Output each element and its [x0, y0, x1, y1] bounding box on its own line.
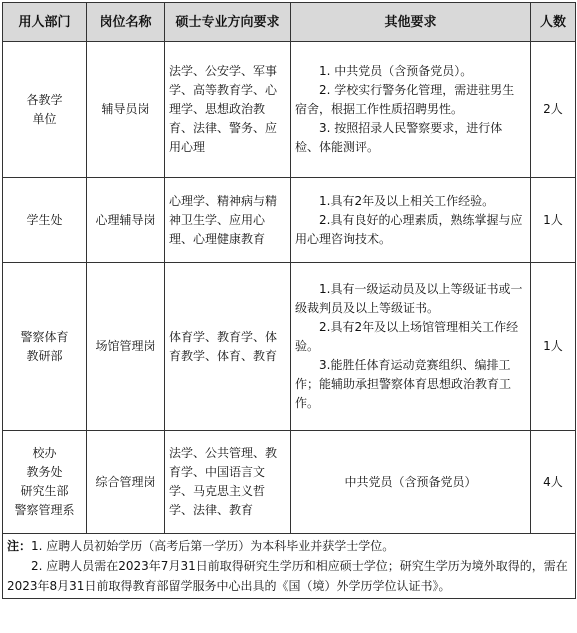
recruitment-table	[2, 2, 576, 599]
department-cell	[3, 42, 87, 178]
requirements-cell	[291, 263, 531, 431]
notes-cell	[3, 534, 576, 599]
department-cell	[3, 178, 87, 263]
requirement-item: 1.具有2年及以上相关工作经验。	[319, 193, 495, 208]
header-major: 硕士专业方向要求	[165, 3, 291, 42]
table-row	[3, 178, 576, 263]
department-line: 研究生部	[20, 484, 69, 498]
department-line: 校办	[32, 446, 57, 460]
requirement-item: 1. 中共党员（含预备党员）。	[319, 64, 473, 78]
requirements-cell	[291, 42, 531, 178]
department-line: 单位	[32, 111, 57, 126]
position-cell: 心理辅导岗	[87, 178, 165, 263]
note-text-2: 2. 应聘人员需在2023年7月31日前取得研究生学历和相应硕士学位；研究生学历为境外取得的，需在2023年8月31日前取得教育部留学服务中心出具的《国（境）外学历学位认证书》。	[7, 559, 568, 593]
count-cell: 1人	[531, 263, 576, 431]
requirements-cell: 中共党员（含预备党员）	[291, 431, 531, 534]
notes-row	[3, 534, 576, 599]
note-text-1: 1. 应聘人员初始学历（高考后第一学历）为本科毕业并获学士学位。	[31, 539, 395, 553]
major-cell: 心理学、精神病与精神卫生学、应用心理、心理健康教育	[165, 178, 291, 263]
table-header-row	[3, 3, 576, 42]
requirement-item: 2. 学校实行警务化管理，需进驻男生宿舍，根据工作性质招聘男性。	[295, 83, 515, 116]
header-requirements: 其他要求	[291, 3, 531, 42]
header-department: 用人部门	[3, 3, 87, 42]
department-line: 教务处	[26, 465, 63, 479]
position-cell: 综合管理岗	[87, 431, 165, 534]
table-row	[3, 263, 576, 431]
note-first	[7, 536, 571, 556]
table-row	[3, 431, 576, 534]
department-cell	[3, 263, 87, 431]
requirements-cell	[291, 178, 531, 263]
department-line: 各教学	[26, 92, 63, 107]
major-cell: 法学、公共管理、教育学、中国语言文学、马克思主义哲学、法律、教育	[165, 431, 291, 534]
count-cell: 4人	[531, 431, 576, 534]
department-cell	[3, 431, 87, 534]
department-line: 警察体育	[20, 329, 69, 344]
requirement-item: 1.具有一级运动员及以上等级证书或一级裁判员及以上等级证书。	[295, 282, 523, 315]
position-cell: 场馆管理岗	[87, 263, 165, 431]
header-position: 岗位名称	[87, 3, 165, 42]
department-line: 学生处	[26, 212, 63, 227]
table-row	[3, 42, 576, 178]
requirement-item: 2.具有2年及以上场馆管理相关工作经验。	[295, 320, 519, 353]
position-cell: 辅导员岗	[87, 42, 165, 178]
requirement-item: 3.能胜任体育运动竞赛组织、编排工作；能辅助承担警察体育思想政治教育工作。	[295, 358, 512, 410]
major-cell: 法学、公安学、军事学、高等教育学、心理学、思想政治教育、法律、警务、应用心理	[165, 42, 291, 178]
header-count: 人数	[531, 3, 576, 42]
major-cell: 体育学、教育学、体育教学、体育、教育	[165, 263, 291, 431]
requirement-item: 2.具有良好的心理素质，熟练掌握与应用心理咨询技术。	[295, 212, 523, 246]
department-line: 警察管理系	[14, 503, 75, 517]
requirement-item: 3. 按照招录人民警察要求，进行体检、体能测评。	[295, 121, 503, 154]
count-cell: 2人	[531, 42, 576, 178]
notes-label: 注：	[7, 539, 32, 553]
count-cell: 1人	[531, 178, 576, 263]
department-line: 教研部	[26, 348, 63, 363]
